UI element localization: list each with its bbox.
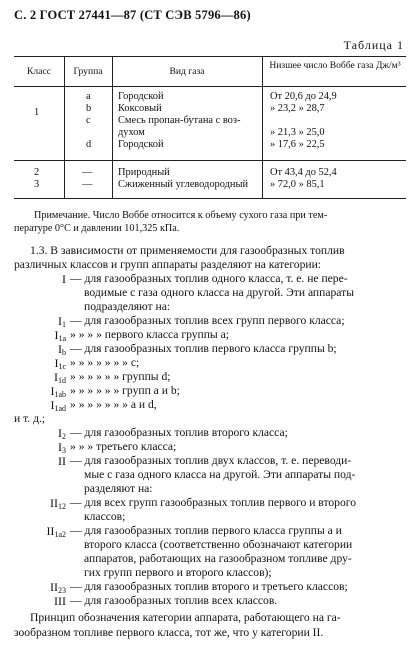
category-symbol: $II_{1a2}$ (46, 524, 66, 539)
category-text: — для газообразных топлив двух классов, т. е. переводи- (70, 454, 352, 467)
category-subscript: 1ab (54, 390, 66, 399)
category-symbol: $I_2$ (58, 426, 66, 441)
gas-cell: духом (118, 127, 145, 138)
gas-cell: Коксовый (118, 103, 162, 114)
wobbe-value: » 21,3 » 25,0 (270, 127, 325, 138)
category-symbol: II (58, 454, 66, 468)
gas-cell: Городской (118, 139, 164, 150)
class-cell: 1 (34, 107, 40, 118)
category-subscript: 23 (58, 586, 66, 595)
category-subscript: 12 (58, 502, 66, 511)
category-text: аппаратов, работающих на газообразном топливе дру- (84, 552, 352, 565)
section-heading-line: 1.3. В зависимости от применяемости для газообразных топлив (30, 244, 345, 257)
category-subscript: b (62, 348, 66, 357)
category-text: и т. д.; (14, 412, 46, 425)
category-symbol: $II_{23}$ (50, 580, 66, 595)
category-text: — для газообразных топлив всех групп первого класса; (70, 314, 345, 327)
category-text: » » » » первого класса группы а; (70, 328, 229, 341)
category-text: водимые с газа одного класса на другой. Эти аппараты (84, 286, 354, 299)
category-text: » » » » » » группы d; (70, 370, 171, 383)
category-text: — для газообразных топлив всех классов. (70, 594, 278, 607)
table-col-divider (112, 56, 113, 198)
group-cell: a (86, 91, 91, 102)
category-text: — для газообразных топлив первого класса группы а и (70, 524, 342, 537)
final-paragraph-line: Принцип обозначения категории аппарата, работающего на га- (30, 611, 341, 624)
group-cell: d (86, 139, 92, 150)
category-subscript: 1d (58, 376, 66, 385)
category-subscript: 1c (58, 362, 66, 371)
col-header-class: Класс (27, 66, 51, 77)
category-text: — для газообразных топлив второго класса; (70, 426, 288, 439)
table-note-line: Примечание. Число Воббе относится к объему сухого газа при тем- (34, 210, 328, 221)
category-text: второго класса (соответственно обозначают категории (84, 538, 353, 551)
category-subscript: 1a (58, 334, 66, 343)
category-symbol: $I_{1ab}$ (50, 384, 66, 399)
group-cell: — (82, 179, 93, 190)
category-text: » » » » » » » с; (70, 356, 140, 369)
category-text: — для всех групп газообразных топлив первого и второго (70, 496, 357, 509)
category-symbol: $I_{1c}$ (54, 356, 66, 371)
wobbe-value: » 17,6 » 22,5 (270, 139, 325, 150)
table-bottom-rule (14, 198, 406, 199)
category-text: гих групп первого и второго классов); (84, 566, 272, 579)
category-symbol: $I_{1ad}$ (50, 398, 66, 413)
category-symbol: $I_3$ (58, 440, 66, 455)
table-col-divider (64, 56, 65, 198)
gas-cell: Смесь пропан-бутана с воз- (118, 115, 241, 126)
table-header-rule (14, 86, 406, 87)
group-cell: c (86, 115, 91, 126)
gas-cell: Сжиженный углеводородный (118, 179, 249, 190)
category-text: классов; (84, 510, 126, 523)
gas-cell: Городской (118, 91, 164, 102)
table-note-line: пературе 0°С и давлении 101,325 кПа. (14, 223, 180, 234)
category-text: — для газообразных топлив одного класса, т. е. не пере- (70, 272, 348, 285)
category-subscript: 1 (62, 320, 66, 329)
category-symbol: $I_{1a}$ (54, 328, 66, 343)
category-text: — для газообразных топлив второго и третьего классов; (70, 580, 348, 593)
col-header-group: Группа (73, 66, 103, 77)
category-symbol: $I_b$ (58, 342, 66, 357)
category-text: мые с газа одного класса на другой. Эти аппараты под- (84, 468, 356, 481)
category-subscript: 1a2 (54, 530, 66, 539)
col-header-wobbe: Низшее число Воббе газа Дж/м³ (269, 60, 401, 71)
category-symbol: $I_{1d}$ (54, 370, 66, 385)
category-text: подразделяют на: (84, 300, 171, 313)
wobbe-value: От 20,6 до 24,9 (270, 91, 337, 102)
category-symbol: $II_{12}$ (50, 496, 66, 511)
category-text: разделяют на: (84, 482, 153, 495)
category-subscript: 3 (62, 446, 66, 455)
category-text: » » » » » » » а и d, (70, 398, 157, 411)
class-cell: 2 (34, 167, 40, 178)
page-header: С. 2 ГОСТ 27441—87 (СТ СЭВ 5796—86) (14, 8, 251, 22)
group-cell: b (86, 103, 92, 114)
wobbe-value: От 43,4 до 52,4 (270, 167, 337, 178)
section-heading-line: различных классов и групп аппараты разделяют на категории: (14, 258, 322, 271)
category-text: » » » третьего класса; (70, 440, 177, 453)
category-subscript: 1ad (54, 404, 66, 413)
col-header-gas-type: Вид газа (169, 66, 205, 77)
table-section-rule (14, 160, 406, 161)
category-symbol: III (54, 594, 66, 608)
table-caption: Таблица 1 (343, 38, 404, 52)
category-symbol: $I_1$ (58, 314, 66, 329)
gas-cell: Природный (118, 167, 170, 178)
table-col-divider (262, 56, 263, 198)
category-text: — для газообразных топлив первого класса группы b; (70, 342, 337, 355)
category-subscript: 2 (62, 432, 66, 441)
wobbe-value: » 23,2 » 28,7 (270, 103, 325, 114)
class-cell: 3 (34, 179, 40, 190)
final-paragraph-line: зообразном топливе первого класса, тот же, что у категории II. (14, 626, 324, 639)
table-top-rule (14, 56, 406, 57)
category-symbol: I (62, 272, 66, 286)
group-cell: — (82, 167, 93, 178)
category-text: » » » » » » групп а и b; (70, 384, 180, 397)
wobbe-value: » 72,0 » 85,1 (270, 179, 325, 190)
